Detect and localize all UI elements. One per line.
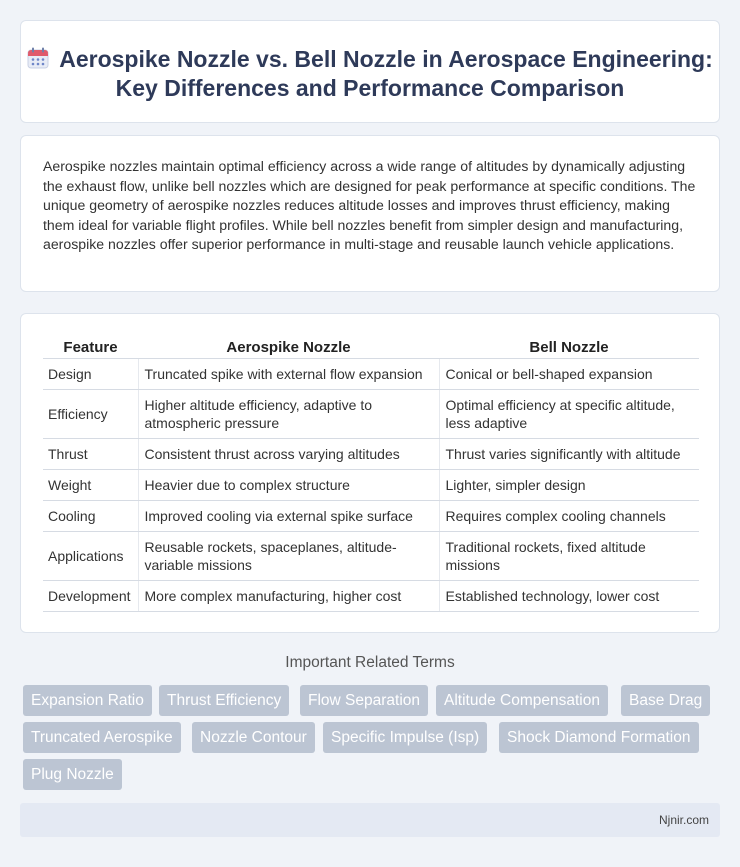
feature-cell: Cooling xyxy=(43,500,138,531)
term-tag-shock-diamond-formation[interactable]: Shock Diamond Formation xyxy=(499,722,699,753)
term-tag-specific-impulse[interactable]: Specific Impulse (Isp) xyxy=(323,722,487,753)
aerospike-cell: Consistent thrust across varying altitudes xyxy=(138,438,439,469)
intro-card xyxy=(20,135,720,292)
term-tag-thrust-efficiency[interactable]: Thrust Efficiency xyxy=(159,685,289,716)
page-title-text: Aerospike Nozzle vs. Bell Nozzle in Aerospace Engineering: Key Differences and Performance Comparison xyxy=(59,46,713,101)
table-row xyxy=(43,580,699,611)
comparison-table-card xyxy=(20,313,720,633)
bell-cell: Lighter, simpler design xyxy=(439,469,699,500)
aerospike-cell: Truncated spike with external flow expansion xyxy=(138,358,439,389)
bell-cell: Thrust varies significantly with altitude xyxy=(439,438,699,469)
feature-cell: Efficiency xyxy=(43,389,138,438)
table-header-row xyxy=(43,334,699,358)
table-row xyxy=(43,469,699,500)
bell-cell: Optimal efficiency at specific altitude, less adaptive xyxy=(439,389,699,438)
bell-cell: Established technology, lower cost xyxy=(439,580,699,611)
aerospike-cell: Improved cooling via external spike surface xyxy=(138,500,439,531)
title-card xyxy=(20,20,720,123)
header-bell: Bell Nozzle xyxy=(439,334,699,358)
feature-cell: Weight xyxy=(43,469,138,500)
term-tag-flow-separation[interactable]: Flow Separation xyxy=(300,685,428,716)
related-terms-heading: Important Related Terms xyxy=(285,654,455,671)
calendar-icon xyxy=(27,47,49,69)
table-row xyxy=(43,531,699,580)
bell-cell: Conical or bell-shaped expansion xyxy=(439,358,699,389)
header-aerospike: Aerospike Nozzle xyxy=(138,334,439,358)
term-tag-plug-nozzle[interactable]: Plug Nozzle xyxy=(23,759,122,790)
feature-cell: Applications xyxy=(43,531,138,580)
intro-paragraph: Aerospike nozzles maintain optimal efficiency across a wide range of altitudes by dynamically adjusting the exhaust flow, unlike bell nozzles which are designed for peak performance at specific conditions. The unique geometry of aerospike nozzles reduces altitude losses and improves thrust efficiency, making them ideal for variable flight profiles. While bell nozzles benefit from simpler design and manufacturing, aerospike nozzles offer superior performance in multi-stage and reusable launch vehicle applications. xyxy=(43,158,696,252)
feature-cell: Design xyxy=(43,358,138,389)
aerospike-cell: Higher altitude efficiency, adaptive to atmospheric pressure xyxy=(138,389,439,438)
page-title xyxy=(21,45,719,103)
footer xyxy=(20,803,720,837)
bell-cell: Traditional rockets, fixed altitude missions xyxy=(439,531,699,580)
term-tag-nozzle-contour[interactable]: Nozzle Contour xyxy=(192,722,315,753)
bell-cell: Requires complex cooling channels xyxy=(439,500,699,531)
header-feature: Feature xyxy=(43,334,138,358)
aerospike-cell: Heavier due to complex structure xyxy=(138,469,439,500)
comparison-table xyxy=(43,334,699,612)
feature-cell: Thrust xyxy=(43,438,138,469)
term-tag-expansion-ratio[interactable]: Expansion Ratio xyxy=(23,685,152,716)
aerospike-cell: Reusable rockets, spaceplanes, altitude-variable missions xyxy=(138,531,439,580)
table-row xyxy=(43,358,699,389)
feature-cell: Development xyxy=(43,580,138,611)
term-tag-base-drag[interactable]: Base Drag xyxy=(621,685,710,716)
term-tag-truncated-aerospike[interactable]: Truncated Aerospike xyxy=(23,722,181,753)
footer-site-link[interactable]: Njnir.com xyxy=(658,813,709,827)
table-row xyxy=(43,389,699,438)
term-tag-altitude-compensation[interactable]: Altitude Compensation xyxy=(436,685,608,716)
table-row xyxy=(43,500,699,531)
table-row xyxy=(43,438,699,469)
aerospike-cell: More complex manufacturing, higher cost xyxy=(138,580,439,611)
